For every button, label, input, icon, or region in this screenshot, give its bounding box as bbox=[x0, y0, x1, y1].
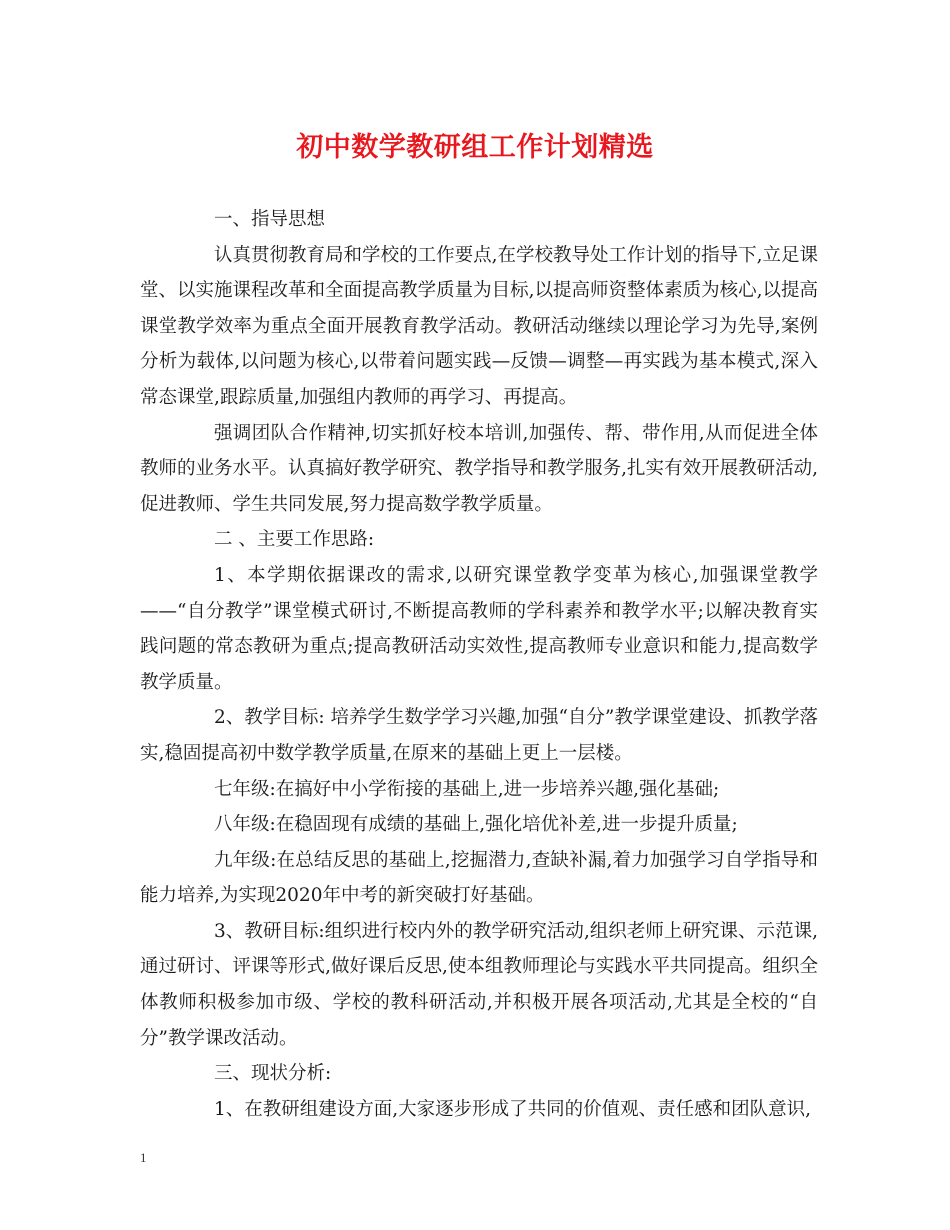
paragraph: 1、在教研组建设方面,大家逐步形成了共同的价值观、责任感和团队意识, bbox=[214, 1098, 812, 1120]
paragraph-grade-9: 九年级:在总结反思的基础上,挖掘潜力,查缺补漏,着力加强学习自学指导和能力培养,为实现2020年中考的新突破打好基础。 bbox=[140, 849, 818, 907]
paragraph: 1、本学期依据课改的需求,以研究课堂教学变革为核心,加强课堂教学——“自分教学”课堂模式研讨,不断提高教师的学科素养和教学水平;以解决教育实践问题的常态教研为重点;提高教研活动实效性,提高教师专业意识和能力,提高数学教学质量。 bbox=[140, 564, 818, 693]
section-heading-main-ideas: 二 、主要工作思路: bbox=[214, 529, 375, 551]
paragraph: 强调团队合作精神,切实抓好校本培训,加强传、帮、带作用,从而促进全体教师的业务水平。认真搞好教学研究、教学指导和教学服务,扎实有效开展教研活动,促进教师、学生共同发展,努力提高数学教学质量。 bbox=[140, 422, 818, 515]
paragraph: 3、教研目标:组织进行校内外的教学研究活动,组织老师上研究课、示范课,通过研讨、评课等形式,做好课后反思,使本组教师理论与实践水平共同提高。组织全体教师积极参加市级、学校的教科研活动,并积极开展各项活动,尤其是全校的“自分”教学课改活动。 bbox=[140, 920, 818, 1049]
paragraph: 认真贯彻教育局和学校的工作要点,在学校教导处工作计划的指导下,立足课堂、以实施课程改革和全面提高教学质量为目标,以提高师资整体素质为核心,以提高课堂教学效率为重点全面开展教育教学活动。教研活动继续以理论学习为先导,案例分析为载体,以问题为核心,以带着问题实践—反馈—调整—再实践为基本模式,深入常态课堂,跟踪质量,加强组内教师的再学习、再提高。 bbox=[140, 244, 818, 408]
document-title: 初中数学教研组工作计划精选 bbox=[296, 132, 654, 163]
paragraph-grade-7: 七年级:在搞好中小学衔接的基础上,进一步培养兴趣,强化基础; bbox=[214, 778, 720, 800]
document-body bbox=[140, 202, 818, 1127]
paragraph-grade-8: 八年级:在稳固现有成绩的基础上,强化培优补差,进一步提升质量; bbox=[214, 814, 738, 836]
section-heading-guiding-ideology: 一、指导思想 bbox=[214, 209, 326, 230]
paragraph: 2、教学目标: 培养学生数学学习兴趣,加强“自分”教学课堂建设、抓教学落实,稳固提高初中数学教学质量,在原来的基础上更上一层楼。 bbox=[140, 707, 818, 764]
section-heading-status-analysis: 三、现状分析: bbox=[214, 1063, 332, 1085]
page-number: 1 bbox=[140, 1150, 147, 1165]
